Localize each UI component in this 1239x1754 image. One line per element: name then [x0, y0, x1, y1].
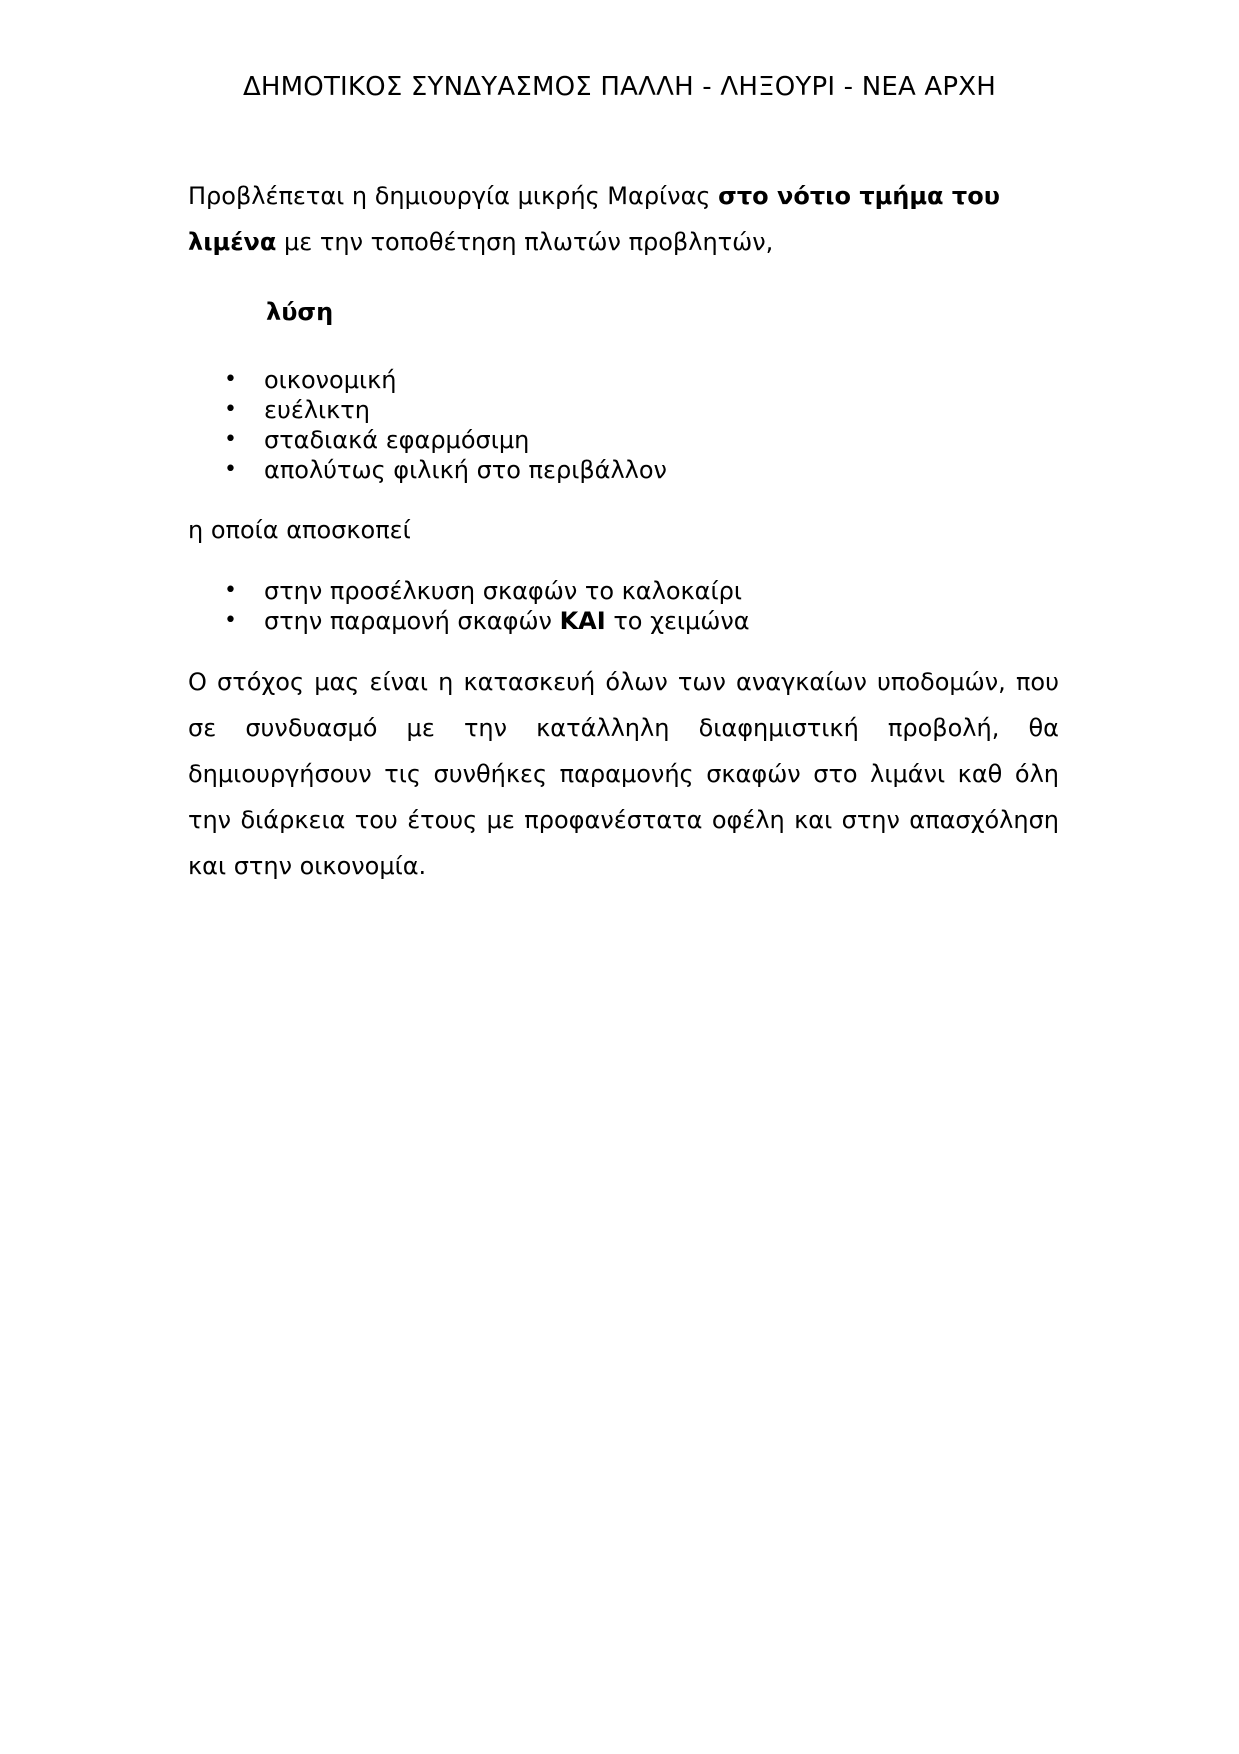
list-item-text [264, 606, 750, 636]
intro-text-end: με την τοποθέτηση πλωτών προβλητών, [276, 228, 774, 256]
bullet-icon: • [224, 457, 237, 482]
list-item-text: στην προσέλκυση σκαφών το καλοκαίρι [264, 577, 742, 605]
intro-text-start: Προβλέπεται η δημιουργία μικρής Μαρίνας [188, 182, 719, 210]
list-item-text-end: το χειμώνα [605, 607, 750, 635]
intro-paragraph [188, 173, 1059, 265]
bullet-icon: • [224, 578, 237, 603]
list-item-text: ευέλικτη [264, 396, 370, 424]
list-item-text: οικονομική [264, 366, 397, 394]
goal-paragraph: Ο στόχος μας είναι η κατασκευή όλων των αναγκαίων υποδομών, που σε συνδυασμό με την κατάλληλη διαφημιστική προβολή, θα δημιουργήσουν τις συνθήκες παραμονής σκαφών στο λιμάνι καθ όλη την διάρκεια του έτους με προφανέστατα οφέλη και στην απασχόληση και στην οικονομία. [188, 668, 1059, 880]
bullet-icon: • [224, 367, 237, 392]
purpose-intro: η οποία αποσκοπεί [188, 516, 411, 544]
list-item-text: σταδιακά εφαρμόσιμη [264, 426, 530, 454]
list-item-text-start: στην παραμονή σκαφών [264, 607, 560, 635]
list-item-bold-kai: ΚΑΙ [559, 607, 606, 635]
list-item-text: απολύτως φιλική στο περιβάλλον [264, 456, 667, 484]
solution-heading: λύση [266, 298, 334, 326]
bullet-icon: • [224, 397, 237, 422]
bullet-icon: • [224, 608, 237, 633]
intro-bold-location: στο νότιο τμήμα του λιμένα [188, 182, 1000, 256]
bullet-icon: • [224, 427, 237, 452]
page-title: ΔΗΜΟΤΙΚΟΣ ΣΥΝΔΥΑΣΜΟΣ ΠΑΛΛΗ - ΛΗΞΟΥΡΙ - ΝΕΑ ΑΡΧΗ [242, 72, 997, 102]
